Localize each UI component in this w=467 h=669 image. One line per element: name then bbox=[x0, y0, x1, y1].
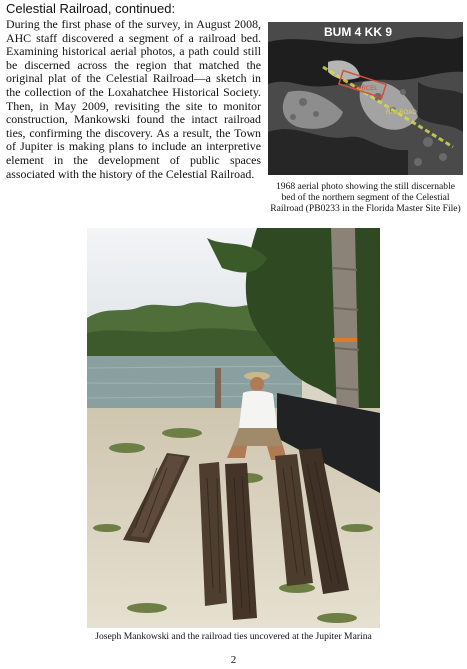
ground-photo-caption: Joseph Mankowski and the railroad ties uncovered at the Jupiter Marina bbox=[95, 631, 372, 642]
aerial-photo-caption: 1968 aerial photo showing the still discernable bed of the northern segment of the Celestial Railroad (PB0233 in the Florida Master Site File) bbox=[270, 181, 461, 215]
aerial-railroad-label: RAILROAD bbox=[386, 110, 417, 116]
ground-photo-graphic bbox=[87, 228, 380, 628]
aerial-photo-graphic bbox=[268, 22, 463, 175]
page-number: 2 bbox=[230, 654, 237, 666]
aerial-stamp: BUM 4 KK 9 bbox=[324, 25, 393, 39]
ground-photo bbox=[87, 228, 380, 628]
aerial-parcel-label: PARCEL bbox=[354, 86, 378, 92]
aerial-photo bbox=[268, 22, 463, 175]
body-paragraph: During the first phase of the survey, in August 2008, AHC staff discovered a segment of a railroad bed. Examining historical aerial photos, a path could still be discerned across the region that matched the original plat of the Celestial Railroad—a sketch in the collection of the Loxahatchee Historical Society. Then, in May 2009, revisiting the site to monitor construction, Mankowski found the intact railroad ties, confirming the discovery. As a result, the Town of Jupiter is making plans to include an interpretive element in the development of public spaces associated with the history of the Celestial Railroad. bbox=[6, 17, 261, 181]
running-header: Celestial Railroad, continued: bbox=[6, 1, 176, 16]
